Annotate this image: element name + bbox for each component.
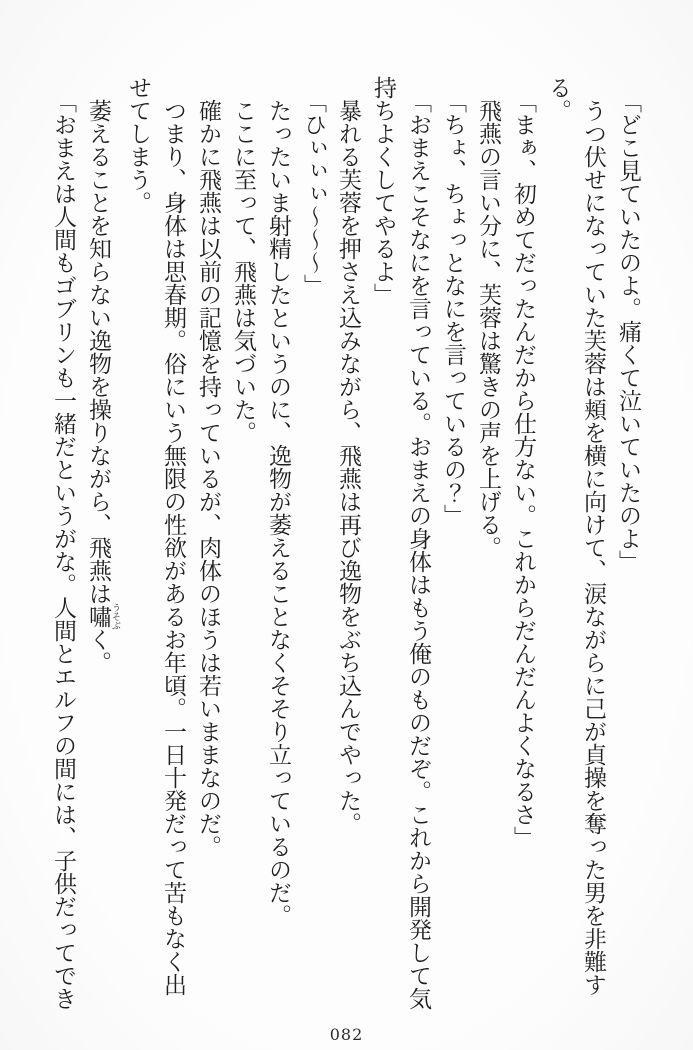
text-column-3: る。 (545, 76, 571, 122)
text-column-2: うつ伏せになっていた芙蓉は頬を横に向けて、涙ながらに己が貞操を奪った男を非難す (580, 99, 606, 996)
text-column-1: 「どこ見ていたのよ。痛くて泣いていたのよ」 (615, 89, 641, 573)
text-column-4: 「まぁ、初めてだったんだから仕方ない。これからだんだんよくなるさ」 (510, 89, 536, 849)
page-number: 082 (329, 1025, 364, 1044)
column-text: く。 (85, 628, 111, 674)
text-column-10: 「ひぃぃぃ〜〜〜」 (300, 89, 326, 297)
column-text: 萎えることを知らない逸物を操りながら、飛燕は (85, 99, 111, 605)
text-column-7: 「おまえこそなにを言っている。おまえの身体はもう俺のものだぞ。これから開発して気 (405, 89, 431, 1010)
text-column-5: 飛燕の言い分に、芙蓉は驚きの声を上げる。 (475, 99, 501, 559)
furigana-annotated-word: 嘯 うそぶ (85, 603, 120, 630)
text-column-16 (80, 76, 120, 1021)
text-column-6: 「ちょ、ちょっとなにを言っているの？」 (440, 89, 466, 527)
text-column-13: 確かに飛燕は以前の記憶を持っているが、肉体のほうは若いままなのだ。 (195, 99, 221, 858)
text-column-8: 持ちよくしてやるよ」 (370, 76, 396, 306)
text-column-14: つまり、身体は思春期。俗にいう無限の性欲があるお年頃。一日十発だって苦もなく出 (160, 99, 186, 996)
text-column-15: せてしまう。 (125, 76, 151, 214)
text-column-17: 「おまえは人間もゴブリンも一緒だというがな。人間とエルフの間には、子供だってでき (50, 89, 76, 1010)
text-column-9: 暴れる芙蓉を押さえ込みながら、飛燕は再び逸物をぶち込んでやった。 (335, 99, 361, 835)
text-column-11: たったいま射精したというのに、逸物が萎えることなくそそり立っているのだ。 (265, 99, 291, 927)
text-column-12: ここに至って、飛燕は気づいた。 (230, 99, 256, 444)
vertical-text-block (45, 76, 645, 1021)
furigana-text: うそぶ (110, 603, 120, 630)
